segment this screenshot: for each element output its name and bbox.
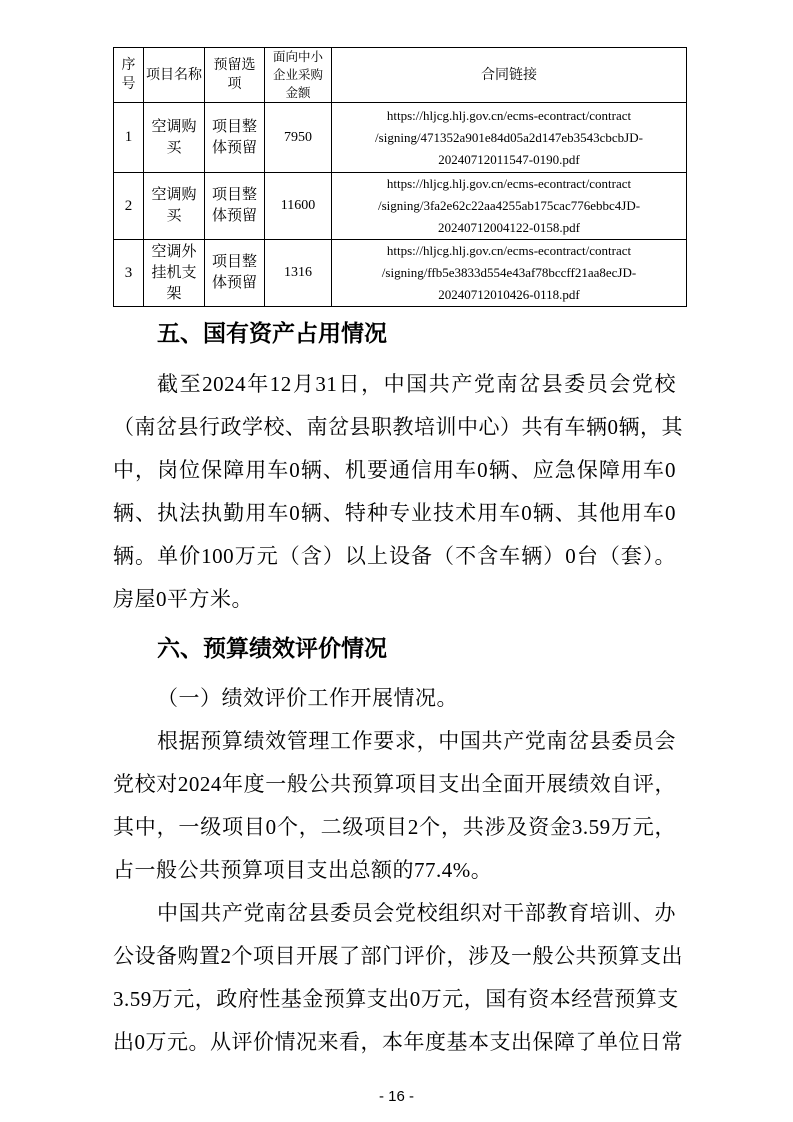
contract-link-line[interactable]: 20240712011547-0190.pdf — [438, 151, 580, 167]
paragraph-line: 公设备购置2个项目开展了部门评价，涉及一般公共预算支出 — [113, 944, 683, 968]
cell-reserve-option: 项目整体预留 — [205, 173, 265, 240]
paragraph-line: 中，岗位保障用车0辆、机要通信用车0辆、应急保障用车0 — [113, 458, 676, 482]
contract-link-line[interactable]: https://hljcg.hlj.gov.cn/ecms-econtract/contract — [386, 176, 632, 191]
table-row — [114, 103, 687, 173]
contract-link-line[interactable]: /signing/ffb5e3833d554e43af78bccff21aa8ecJD- — [381, 265, 637, 280]
contract-link-line[interactable]: 20240712010426-0118.pdf — [438, 287, 580, 302]
cell-reserve-option: 项目整体预留 — [205, 103, 265, 173]
contract-link-line[interactable]: https://hljcg.hlj.gov.cn/ecms-econtract/contract — [386, 107, 632, 123]
cell-sme-amount: 7950 — [265, 103, 332, 173]
cell-contract-link[interactable] — [332, 103, 687, 173]
table-row — [114, 240, 687, 307]
table-header-row — [114, 48, 687, 103]
paragraph-line: 中国共产党南岔县委员会党校组织对干部教育培训、办 — [157, 901, 676, 925]
col-header-no: 序号 — [114, 48, 144, 103]
paragraph-line: 根据预算绩效管理工作要求，中国共产党南岔县委员会 — [157, 729, 676, 753]
paragraph-line: （南岔县行政学校、南岔县职教培训中心）共有车辆0辆，其 — [113, 415, 683, 439]
col-header-sme-amount: 面向中小企业采购金额 — [265, 48, 332, 103]
cell-sme-amount: 11600 — [265, 173, 332, 240]
cell-project-name: 空调外挂机支架 — [144, 240, 205, 307]
paragraph-line: 其中，一级项目0个，二级项目2个，共涉及资金3.59万元， — [113, 815, 676, 839]
paragraph-line: 党校对2024年度一般公共预算项目支出全面开展绩效自评， — [113, 772, 676, 796]
section-six-body — [113, 677, 683, 1064]
table-row — [114, 173, 687, 240]
paragraph-line: 辆、执法执勤用车0辆、特种专业技术用车0辆、其他用车0 — [113, 501, 676, 525]
cell-contract-link[interactable] — [332, 173, 687, 240]
contract-link-line[interactable]: /signing/3fa2e62c22aa4255ab175cac776ebbc4JD- — [377, 198, 641, 213]
contract-link-line[interactable]: https://hljcg.hlj.gov.cn/ecms-econtract/contract — [386, 243, 632, 258]
cell-no: 1 — [114, 103, 144, 173]
col-header-project-name: 项目名称 — [144, 48, 205, 103]
col-header-reserve-option: 预留选项 — [205, 48, 265, 103]
paragraph-line: 截至2024年12月31日，中国共产党南岔县委员会党校 — [157, 372, 676, 396]
paragraph-line: 出0万元。从评价情况来看，本年度基本支出保障了单位日常 — [113, 1030, 683, 1054]
cell-no: 3 — [114, 240, 144, 307]
paragraph-line: 房屋0平方米。 — [113, 587, 253, 611]
contract-link-line[interactable]: 20240712004122-0158.pdf — [438, 220, 580, 235]
cell-reserve-option: 项目整体预留 — [205, 240, 265, 307]
sub-heading-line: （一）绩效评价工作开展情况。 — [157, 686, 458, 710]
contract-link-line[interactable]: /signing/471352a901e84d05a2d147eb3543cbcbJD- — [375, 129, 643, 145]
paragraph-line: 辆。单价100万元（含）以上设备（不含车辆）0台（套）。 — [113, 544, 676, 568]
cell-project-name: 空调购买 — [144, 103, 205, 173]
cell-project-name: 空调购买 — [144, 173, 205, 240]
paragraph-line: 占一般公共预算项目支出总额的77.4%。 — [113, 858, 493, 882]
section-heading-six: 六、预算绩效评价情况 — [157, 635, 387, 661]
cell-no: 2 — [114, 173, 144, 240]
cell-sme-amount: 1316 — [265, 240, 332, 307]
section-heading-five: 五、国有资产占用情况 — [157, 320, 387, 346]
contract-table — [113, 47, 687, 307]
cell-contract-link[interactable] — [332, 240, 687, 307]
col-header-contract-link: 合同链接 — [332, 48, 687, 103]
section-five-paragraph — [113, 363, 683, 621]
page-number: - 16 - — [378, 1088, 414, 1105]
paragraph-line: 3.59万元，政府性基金预算支出0万元，国有资本经营预算支 — [113, 987, 679, 1011]
